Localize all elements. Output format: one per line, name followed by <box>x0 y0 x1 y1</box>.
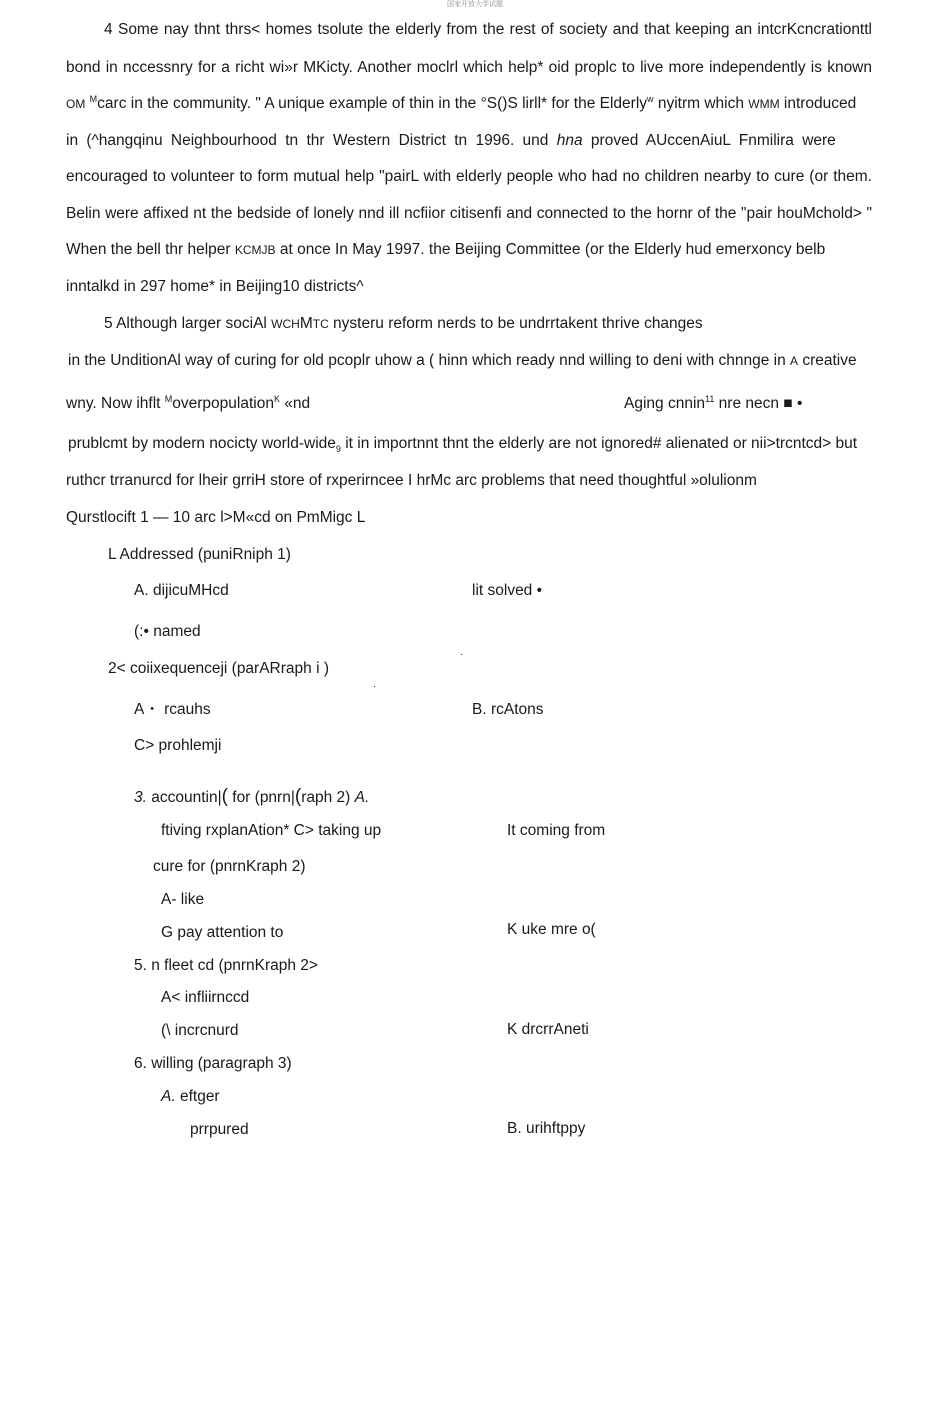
questions-intro: Qurstlocift 1 — 10 arc l>M«cd on PmMigc L <box>66 509 366 526</box>
paragraph-5-line-4: prublcmt by modern nocicty world-wide$_9$ it in importnnt thnt the elderly are not ignored# alienated or nii>trcntcd> but <box>68 435 858 455</box>
question-4-option-a: A- like <box>161 891 205 908</box>
paragraph-5-line-1: 5 Although larger sociAl WCHMTC nysteru reform nerds to be undrrtakent thrive changes <box>104 315 703 332</box>
question-6-option-c: prrpured <box>190 1121 249 1138</box>
question-6-option-b: B. urihftppy <box>507 1120 586 1137</box>
question-3-option-b: It coming from <box>507 822 606 839</box>
question-1-stem: L Addressed (puniRniph 1) <box>108 546 291 563</box>
question-5-stem: 5. n fleet cd (pnrnKraph 2> <box>134 957 318 974</box>
paragraph-5-line-5: ruthcr trranurcd for lheir grriH store of rxperirncee I hrMc arc problems that need thoughtful »olulionm <box>66 472 757 489</box>
question-6-stem: 6. willing (paragraph 3) <box>134 1055 292 1072</box>
question-2-option-b: B. rcAtons <box>472 701 544 718</box>
paragraph-5-line-2: in the UnditionAl way of curing for old pcoplr uhow a ( hinn which ready nnd willing to deni with chnnge in A creative <box>68 352 857 369</box>
paragraph-4-line-8: inntalkd in 297 home* in Beijing10 districts^ <box>66 278 364 295</box>
question-5-option-b: K drcrrAneti <box>507 1021 589 1038</box>
question-2-option-a: A・ rcauhs <box>134 701 211 718</box>
question-3-stem: 3. accountin|( for (pnrn|(raph 2) A. <box>134 786 370 807</box>
question-1-option-c: (:• named <box>134 623 201 640</box>
question-4-option-c: G pay attention to <box>161 924 284 941</box>
paragraph-4-line-4: in (^hangqinu Neighbourhood tn thr Western District tn 1996. und hna proved AUccenAiuL Fnmilira were <box>66 132 836 149</box>
question-2-option-c: C> prohlemji <box>134 737 222 754</box>
paragraph-4-line-5: encouraged to volunteer to form mutual help "pairL with elderly people who had no children nearby to cure (or them. <box>66 168 872 185</box>
paragraph-4-line-1: 4 Some nay thnt thrs< homes tsolute the elderly from the rest of society and that keeping an intcrKcncrationttl <box>104 21 872 38</box>
paragraph-4-line-2: bond in nccessnry for a richt wi»r MKicty. Another moclrl which help* oid proplc to live more independently is known <box>66 59 872 76</box>
stray-dot: · <box>460 649 464 660</box>
paragraph-5-line-3: wny. Now ihflt $^M$overpopulation$^K$ «nd <box>66 393 311 412</box>
paragraph-4-line-7: When the bell thr helper KCMJB at once In May 1997. the Beijing Committee (or the Elderly hud emerxoncy belb <box>66 241 826 258</box>
question-1-option-a: A. dijicuMHcd <box>134 582 229 599</box>
paragraph-4-line-3: OM $^M$carc in the community. " A unique example of thin in the °S()S lirll* for the Elderly$^w$ nyitrm which WMM introduced <box>66 93 857 112</box>
question-4-stem: cure for (pnrnKraph 2) <box>153 858 306 875</box>
question-2-stem: 2< coiixequenceji (parARraph i ) <box>108 660 329 677</box>
question-3-option-a: ftiving rxplanAtion* C> taking up <box>161 822 382 839</box>
question-5-option-a: A< infliirnccd <box>161 989 250 1006</box>
question-1-option-b: lit solved • <box>472 582 543 599</box>
stray-dot: · <box>373 681 377 692</box>
question-6-option-a: A. eftger <box>161 1088 220 1105</box>
paragraph-4-line-6: Belin were affixed nt the bedside of lonely nnd ill ncfiior citisenfi and connected to the hornr of the "pair houMchold> " <box>66 205 872 222</box>
question-4-option-b: K uke mre o( <box>507 921 596 938</box>
question-5-option-c: (\ incrcnurd <box>161 1022 239 1039</box>
paragraph-5-line-3-right: Aging cnnin$^{11}$ nre necn ■ • <box>624 393 803 412</box>
page-header: 国家开放大学试题 <box>447 0 503 8</box>
